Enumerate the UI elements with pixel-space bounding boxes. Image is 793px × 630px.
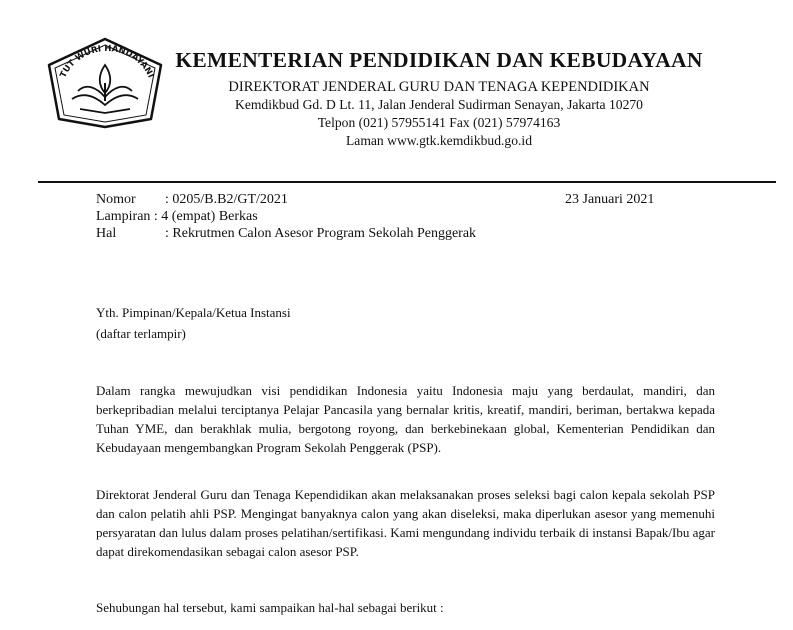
directorate-name: DIREKTORAT JENDERAL GURU DAN TENAGA KEPENDIDIKAN — [228, 79, 650, 95]
recipient-line-2: (daftar terlampir) — [96, 326, 186, 341]
lampiran-value: : 4 (empat) Berkas — [153, 209, 258, 224]
body-paragraph-3: Sehubungan hal tersebut, kami sampaikan hal-hal sebagai berikut : — [96, 600, 444, 615]
office-address: Kemdikbud Gd. D Lt. 11, Jalan Jenderal Sudirman Senayan, Jakarta 10270 — [235, 97, 643, 112]
office-phone: Telpon (021) 57955141 Fax (021) 57974163 — [317, 115, 561, 130]
logo-motto-text: TUT WURI HANDAYANI — [58, 43, 156, 80]
letter-date: 23 Januari 2021 — [565, 192, 655, 207]
meta-hal — [96, 225, 476, 242]
lampiran-label: Lampiran — [96, 209, 151, 224]
letter-meta — [96, 191, 476, 242]
meta-lampiran — [96, 208, 476, 225]
tut-wuri-handayani-logo — [40, 35, 170, 130]
recipient-line-1: Yth. Pimpinan/Kepala/Ketua Instansi — [96, 305, 291, 320]
office-website: Laman www.gtk.kemdikbud.go.id — [345, 133, 532, 148]
letterhead — [164, 48, 714, 150]
body-paragraph-1: Dalam rangka mewujudkan visi pendidikan Indonesia yaitu Indonesia maju yang berdaulat, mandiri, dan berkepribadian melalui terciptanya Pelajar Pancasila yang bernalar kritis, kreatif, mandiri, beriman, bertakwa kepada Tuhan YME, dan berakhlak mulia, bergotong royong, dan berkebinekaan global, Kementerian Pendidikan dan Kebudayaan mengembangkan Program Sekolah Penggerak (PSP). — [96, 383, 715, 455]
meta-nomor — [96, 191, 476, 208]
recipient-block — [96, 302, 291, 344]
body-paragraph-2: Direktorat Jenderal Guru dan Tenaga Kependidikan akan melaksanakan proses seleksi bagi calon kepala sekolah PSP dan calon pelatih ahli PSP. Mengingat banyaknya calon yang akan diseleksi, maka diperlukan asesor yang memenuhi persyaratan dan lulus dalam proses pelatihan/sertifikasi. Kami mengundang individu terbaik di instansi Bapak/Ibu agar dapat direkomendasikan sebagai calon asesor PSP. — [96, 487, 715, 559]
svg-text:TUT WURI HANDAYANI — [58, 44, 155, 80]
ministry-name: KEMENTERIAN PENDIDIKAN DAN KEBUDAYAAN — [175, 48, 703, 72]
nomor-label: Nomor — [96, 192, 136, 207]
letterhead-divider — [38, 181, 776, 183]
hal-value: : Rekrutmen Calon Asesor Program Sekolah Penggerak — [165, 226, 477, 241]
hal-label: Hal — [96, 226, 117, 241]
nomor-value: : 0205/B.B2/GT/2021 — [165, 192, 288, 207]
